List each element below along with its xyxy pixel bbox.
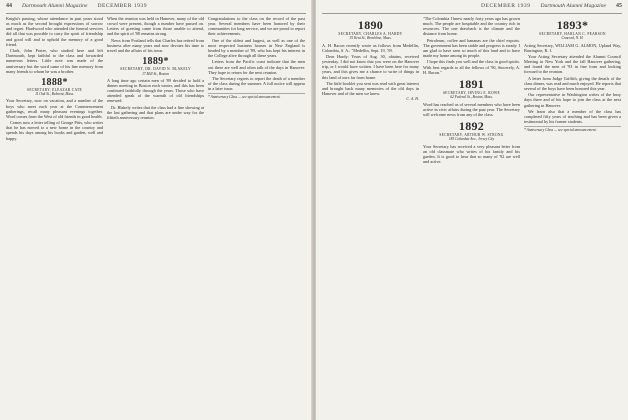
right-page [316, 0, 628, 420]
right-column-3 [524, 16, 621, 416]
right-column-1 [322, 16, 419, 416]
paragraph: Clark, John Porter, who studied here and left Dartmouth, kept faithful to the class and forwarded numerous letters. Little note was made of the anniversary but the word came of his fine memory from many friends to whom he was a brother. [6, 48, 103, 74]
class-year: 1889* [142, 56, 169, 68]
left-page [0, 0, 312, 420]
paragraph: A long time ago certain men of '89 decided to hold a dinner meeting in Boston each winter, and this has been continued faithfully through the years. Those who have attended speak of the warmth of old friendships renewed. [107, 77, 204, 104]
class-heading-1893 [524, 19, 621, 41]
class-secretary: SECRETARY, DR. DAVID N. BLAKELY [120, 67, 191, 72]
paragraph: Your Acting Secretary attended the Alumni Council Meeting in New York and the fall Hanover gathering, and found the men of '93 in fine form and looking forward to the reunion. [524, 54, 621, 75]
paragraph: The Secretary regrets to report the death of a member of the class during the summer. A full notice will appear in a later issue. [208, 76, 305, 92]
class-year: 1890 [357, 18, 384, 32]
paragraph: A. H. Bacon recently wrote as follows from Medellin, Colombia, S. A.: "Medellin, Sept. 19, '39. [322, 42, 419, 53]
class-secretary: SECRETARY, CHARLES A. HARDY [338, 32, 403, 36]
signature: C. A. H. [406, 97, 419, 102]
class-address: 11 Oak St., Belmont, Mass. [35, 92, 74, 97]
right-column-2 [423, 16, 520, 416]
left-column-1 [6, 16, 103, 416]
class-heading-1890 [322, 19, 419, 41]
class-secretary: SECRETARY, HARLAN C. PEARSON [539, 32, 606, 36]
class-year: 1892 [458, 118, 485, 133]
paragraph: News from Portland tells that Charles has retired from business after many years and now devotes his time to travel and the affairs of his town. [107, 37, 204, 54]
class-year: 1891 [458, 76, 485, 91]
class-secretary: SECRETARY, ARTHUR W. STRONG [439, 132, 504, 137]
paragraph: When the reunion was held in Hanover, many of the old crowd were present, though a number have passed on. Letters of greeting came from those unable to attend, and the spirit of '88 remains strong. [107, 16, 204, 37]
paragraph: The little booklet you sent was read with great interest and brought back many memories of the old days in Hanover and of the men we knew. [322, 80, 419, 97]
class-heading-1889 [107, 56, 204, 76]
paragraph: "The Colombia I knew nearly forty years ago has grown much. The people are hospitable and the country rich in resources. The one drawback is the climate and the distance from home. [423, 16, 520, 37]
page-number: 45 [616, 3, 622, 9]
class-address: 35 Kent St., Brookline, Mass. [349, 36, 392, 41]
header-rule [322, 13, 622, 14]
class-secretary: SECRETARY, IRVING E. ROWE [442, 90, 501, 95]
footnote: * Anniversary Class — see special announcement. [524, 126, 621, 132]
paragraph: Your Secretary, now on vacation, and a number of the boys who meet each year at the Commencement gatherings, recall many pleasant evenings together. Word comes from the West of old friends in good health. [6, 98, 103, 119]
paragraph: Your Secretary has received a very pleasant letter from an old classmate who writes of his family and his garden. It is good to hear that so many of '92 are well and active. [423, 143, 520, 165]
paragraph: We learn also that a member of the class has completed fifty years of teaching and has been given a testimonial by his former students. [524, 108, 621, 125]
paragraph: Dr. Blakely writes that the class had a fine showing at the last gathering and that plans are under way for the fiftieth anniversary reunion. [107, 104, 204, 120]
paragraph: Comes now a letter telling of George Pitts, who writes that he has moved to a new home in the country and spends his days among his books and garden, well and happy. [6, 120, 103, 141]
left-column-3 [208, 16, 305, 416]
class-address: 185 Columbia Ave., Jersey City [448, 137, 495, 142]
magazine-title: Dartmouth Alumni Magazine [540, 3, 606, 9]
paragraph: Petroleum, coffee and bananas are the chief exports. The government has been stable and progress is steady. I am glad to have seen so much of this land and to have made my home among its people. [423, 37, 520, 59]
footnote: * Anniversary Class — see special announcement. [208, 93, 305, 99]
running-head-left [6, 3, 306, 13]
paragraph: Congratulations to the class on the record of the past year. Several members have been honored by their communities for long service, and we are proud to report their achievements. [208, 16, 305, 37]
running-head-right [322, 3, 622, 13]
magazine-title: Dartmouth Alumni Magazine [22, 3, 88, 9]
header-rule [6, 13, 306, 14]
issue-date: DECEMBER 1939 [97, 3, 148, 9]
left-column-2 [107, 16, 204, 416]
class-address: Concord, N. H. [561, 36, 584, 41]
class-heading-1892 [423, 120, 520, 142]
paragraph: Knight's passing, whose attendance in past years stood as much as the second brought expressions of sorrow and regret. Hardwood who attended the funeral services did all that was possible to carry the spirit of friendship and good will and to uphold the memory of a good friend. [6, 16, 103, 47]
page-number: 44 [6, 3, 12, 9]
class-secretary: SECRETARY, ELEAZAR CATE [27, 87, 82, 92]
class-year: 1888* [41, 76, 68, 88]
class-heading-1888 [6, 77, 103, 97]
paragraph: Acting Secretary, WILLIAM G. ALMON, Upland Way, Barrington, R. I. [524, 42, 621, 53]
class-address: 62 Federal St., Boston, Mass. [450, 95, 493, 100]
paragraph: One of the oldest and largest, as well as one of the most respected business houses in New England is headed by a member of '89, who has kept his interest in the College alive through all these years. [208, 37, 305, 59]
paragraph: Our representative in Washington writes of the busy days there and of his hope to join the class at the next gathering in Hanover. [524, 92, 621, 108]
class-heading-1891 [423, 78, 520, 100]
paragraph: A letter from Judge Griffith, giving the details of the class dinner, was read and much enjoyed. He reports that several of the boys have been honored this year. [524, 75, 621, 92]
paragraph: Letters from the Pacific coast indicate that the men out there are well and often talk of the days in Hanover. They hope to return for the next reunion. [208, 59, 305, 75]
class-year: 1893* [556, 18, 589, 32]
class-address: 17 Mill St., Boston [142, 71, 169, 76]
paragraph: I hope this finds you well and the class in good spirits. With best regards to all the fellows of '90, Sincerely, A. H. Bacon." [423, 59, 520, 75]
paragraph: Word has reached us of several members who have been active in civic affairs during the past year. The Secretary will welcome news from any of the class. [423, 101, 520, 117]
issue-date: DECEMBER 1939 [480, 3, 531, 9]
paragraph: Dear Hardy: Years of Aug. 30, obtains, received yesterday. I did not know that you were on the Hanover trip, or I would have written. I have been here for many years, and this gives me a chance to write of things in this land of ours far from home. [322, 54, 419, 80]
